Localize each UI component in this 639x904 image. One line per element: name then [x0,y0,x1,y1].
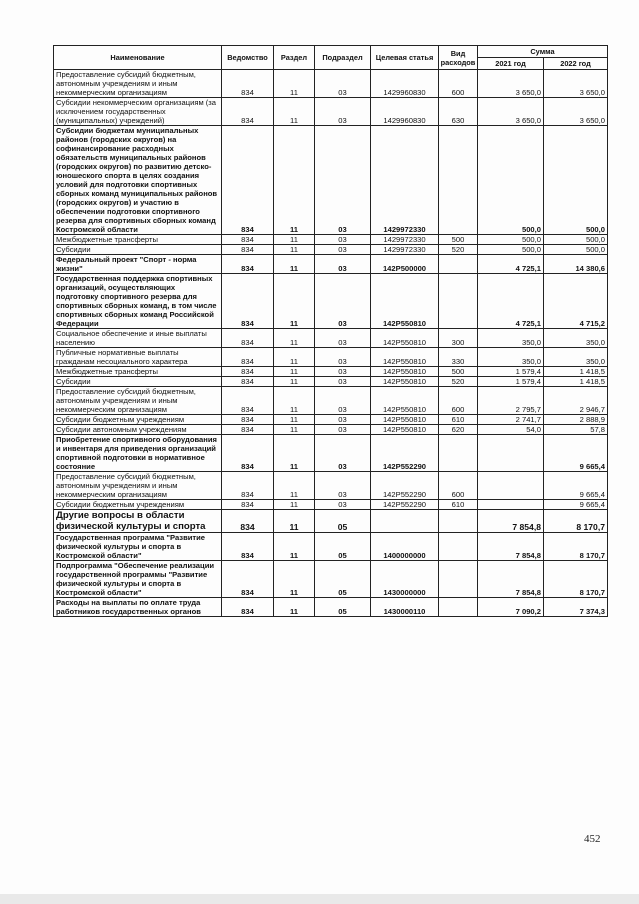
row-name: Расходы на выплаты по оплате труда работников государственных органов [54,598,222,617]
row-name: Предоставление субсидий бюджетным, автономным учреждениям и иным некоммерческим организациям [54,70,222,98]
row-target: 1429972330 [371,126,439,235]
row-sum-2021: 3 650,0 [478,70,544,98]
table-body [54,70,608,617]
header-subsection: Подраздел [315,46,371,70]
row-subsection: 03 [315,348,371,367]
row-dept: 834 [222,329,274,348]
table-row [54,533,608,561]
row-name: Другие вопросы в области физической культуры и спорта [54,510,222,533]
table-row [54,500,608,510]
scan-edge [0,894,639,904]
table-row [54,348,608,367]
row-dept: 834 [222,255,274,274]
row-subsection: 05 [315,561,371,598]
row-dept: 834 [222,510,274,533]
row-sum-2021: 7 090,2 [478,598,544,617]
row-subsection: 03 [315,245,371,255]
row-sum-2021: 7 854,8 [478,561,544,598]
row-section: 11 [274,387,315,415]
row-target: 142P550810 [371,329,439,348]
row-subsection: 03 [315,425,371,435]
row-sum-2022: 350,0 [544,348,608,367]
row-sum-2022: 8 170,7 [544,510,608,533]
row-dept: 834 [222,377,274,387]
row-section: 11 [274,274,315,329]
row-subsection: 03 [315,274,371,329]
row-target: 1429972330 [371,245,439,255]
row-target: 1430000000 [371,561,439,598]
row-dept: 834 [222,533,274,561]
row-target: 1429972330 [371,235,439,245]
row-name: Публичные нормативные выплаты гражданам несоциального характера [54,348,222,367]
row-section: 11 [274,510,315,533]
row-sum-2022: 2 946,7 [544,387,608,415]
header-sum: Сумма [478,46,608,58]
table-row [54,245,608,255]
row-target: 1400000000 [371,533,439,561]
table-row [54,435,608,472]
row-dept: 834 [222,435,274,472]
row-subsection: 05 [315,598,371,617]
row-name: Государственная поддержка спортивных организаций, осуществляющих подготовку спортивного резерва для спортивных сборных команд, в том числе спортивных сборных команд Российской Федерации [54,274,222,329]
header-2021: 2021 год [478,58,544,70]
row-sum-2021: 350,0 [478,329,544,348]
row-name: Субсидии некоммерческим организациям (за исключением государственных (муниципальных) учреждений) [54,98,222,126]
row-section: 11 [274,329,315,348]
table-row [54,235,608,245]
row-subsection: 05 [315,533,371,561]
row-section: 11 [274,70,315,98]
row-sum-2022: 8 170,7 [544,533,608,561]
row-section: 11 [274,255,315,274]
row-dept: 834 [222,235,274,245]
row-target: 1429960830 [371,98,439,126]
row-section: 11 [274,367,315,377]
row-section: 11 [274,533,315,561]
row-type: 520 [439,377,478,387]
table-row [54,561,608,598]
row-name: Предоставление субсидий бюджетным, автономным учреждениям и иным некоммерческим организациям [54,387,222,415]
row-subsection: 03 [315,435,371,472]
row-type: 500 [439,367,478,377]
row-target: 142P550810 [371,415,439,425]
row-type [439,435,478,472]
row-section: 11 [274,98,315,126]
row-name: Субсидии бюджетным учреждениям [54,415,222,425]
row-sum-2022: 4 715,2 [544,274,608,329]
row-target: 142P550810 [371,274,439,329]
row-type: 610 [439,415,478,425]
row-sum-2021: 4 725,1 [478,255,544,274]
row-sum-2021: 4 725,1 [478,274,544,329]
row-subsection: 03 [315,415,371,425]
row-sum-2022: 1 418,5 [544,367,608,377]
row-sum-2022: 3 650,0 [544,98,608,126]
row-subsection: 05 [315,510,371,533]
row-dept: 834 [222,367,274,377]
row-name: Межбюджетные трансферты [54,367,222,377]
row-type: 600 [439,472,478,500]
row-name: Федеральный проект "Спорт - норма жизни" [54,255,222,274]
row-type: 610 [439,500,478,510]
row-type [439,126,478,235]
row-sum-2022: 8 170,7 [544,561,608,598]
row-sum-2021: 2 741,7 [478,415,544,425]
row-target: 142P550810 [371,387,439,415]
header-2022: 2022 год [544,58,608,70]
row-dept: 834 [222,126,274,235]
row-section: 11 [274,235,315,245]
row-type [439,561,478,598]
header-section: Раздел [274,46,315,70]
row-section: 11 [274,245,315,255]
row-sum-2022: 9 665,4 [544,472,608,500]
row-name: Субсидии бюджетам муниципальных районов (городских округов) на софинансирование расходных обязательств муниципальных районов (городских округов) по развитию детско-юношеского спорта в целях создания условий для подготовки спортивных сборных команд муниципальных районов (городских округов) и участию в обеспечении подготовки спортивного резерва для спортивных сборных команд Костромской области [54,126,222,235]
row-name: Приобретение спортивного оборудования и инвентаря для приведения организаций спортивной подготовки в нормативное состояние [54,435,222,472]
row-name: Субсидии [54,245,222,255]
row-type: 520 [439,245,478,255]
row-sum-2022: 2 888,9 [544,415,608,425]
row-name: Подпрограмма "Обеспечение реализации государственной программы "Развитие физической культуры и спорта в Костромской области" [54,561,222,598]
header-target: Целевая статья [371,46,439,70]
row-name: Государственная программа "Развитие физической культуры и спорта в Костромской области" [54,533,222,561]
row-sum-2022: 9 665,4 [544,500,608,510]
row-sum-2021: 500,0 [478,235,544,245]
row-name: Межбюджетные трансферты [54,235,222,245]
row-dept: 834 [222,98,274,126]
row-dept: 834 [222,348,274,367]
row-dept: 834 [222,472,274,500]
row-sum-2022: 500,0 [544,245,608,255]
header-name: Наименование [54,46,222,70]
table-row [54,510,608,533]
table-row [54,367,608,377]
table-header [54,46,608,70]
row-name: Субсидии [54,377,222,387]
row-dept: 834 [222,387,274,415]
row-section: 11 [274,472,315,500]
table-row [54,472,608,500]
row-target: 1430000110 [371,598,439,617]
budget-table [53,45,608,617]
row-subsection: 03 [315,472,371,500]
row-dept: 834 [222,500,274,510]
row-name: Субсидии бюджетным учреждениям [54,500,222,510]
table-row [54,377,608,387]
row-target: 142P552290 [371,500,439,510]
table-row [54,329,608,348]
table-row [54,598,608,617]
row-type: 330 [439,348,478,367]
table-row [54,274,608,329]
row-dept: 834 [222,425,274,435]
row-target: 142P550810 [371,425,439,435]
row-target: 142P550810 [371,367,439,377]
row-subsection: 03 [315,377,371,387]
row-section: 11 [274,377,315,387]
table-row [54,415,608,425]
row-type: 300 [439,329,478,348]
row-subsection: 03 [315,70,371,98]
row-subsection: 03 [315,387,371,415]
table-row [54,425,608,435]
row-section: 11 [274,435,315,472]
row-section: 11 [274,561,315,598]
row-sum-2021: 7 854,8 [478,533,544,561]
row-type: 630 [439,98,478,126]
row-sum-2021: 350,0 [478,348,544,367]
row-sum-2022: 9 665,4 [544,435,608,472]
table-row [54,387,608,415]
table-row [54,98,608,126]
row-section: 11 [274,500,315,510]
row-dept: 834 [222,561,274,598]
row-type: 600 [439,70,478,98]
row-sum-2021 [478,472,544,500]
row-dept: 834 [222,245,274,255]
row-dept: 834 [222,70,274,98]
row-target: 1429960830 [371,70,439,98]
row-section: 11 [274,425,315,435]
row-sum-2022: 57,8 [544,425,608,435]
row-target: 142P550810 [371,348,439,367]
row-sum-2021: 1 579,4 [478,377,544,387]
table-row [54,255,608,274]
page-number: 452 [584,833,601,845]
row-sum-2021: 54,0 [478,425,544,435]
row-sum-2021: 500,0 [478,126,544,235]
row-sum-2021: 1 579,4 [478,367,544,377]
row-type [439,255,478,274]
row-section: 11 [274,598,315,617]
row-type [439,598,478,617]
row-type [439,533,478,561]
row-name: Субсидии автономным учреждениям [54,425,222,435]
row-subsection: 03 [315,329,371,348]
row-subsection: 03 [315,126,371,235]
row-target [371,510,439,533]
table-row [54,70,608,98]
row-section: 11 [274,415,315,425]
row-target: 142P552290 [371,435,439,472]
row-sum-2021 [478,500,544,510]
header-dept: Ведомство [222,46,274,70]
row-sum-2022: 14 380,6 [544,255,608,274]
row-type [439,274,478,329]
row-name: Социальное обеспечение и иные выплаты населению [54,329,222,348]
header-type: Вид расходов [439,46,478,70]
row-subsection: 03 [315,98,371,126]
row-target: 142P552290 [371,472,439,500]
row-dept: 834 [222,415,274,425]
row-dept: 834 [222,274,274,329]
row-subsection: 03 [315,500,371,510]
row-subsection: 03 [315,255,371,274]
row-sum-2022: 350,0 [544,329,608,348]
row-sum-2022: 500,0 [544,235,608,245]
row-sum-2021: 3 650,0 [478,98,544,126]
row-name: Предоставление субсидий бюджетным, автономным учреждениям и иным некоммерческим организациям [54,472,222,500]
row-type: 500 [439,235,478,245]
row-sum-2022: 3 650,0 [544,70,608,98]
table-row [54,126,608,235]
row-section: 11 [274,126,315,235]
row-section: 11 [274,348,315,367]
row-type: 620 [439,425,478,435]
row-sum-2021: 7 854,8 [478,510,544,533]
row-subsection: 03 [315,367,371,377]
row-subsection: 03 [315,235,371,245]
row-type [439,510,478,533]
row-sum-2021: 500,0 [478,245,544,255]
row-target: 142P550810 [371,377,439,387]
row-sum-2021 [478,435,544,472]
row-sum-2022: 500,0 [544,126,608,235]
row-type: 600 [439,387,478,415]
row-sum-2022: 1 418,5 [544,377,608,387]
row-sum-2022: 7 374,3 [544,598,608,617]
row-sum-2021: 2 795,7 [478,387,544,415]
row-dept: 834 [222,598,274,617]
row-target: 142P500000 [371,255,439,274]
